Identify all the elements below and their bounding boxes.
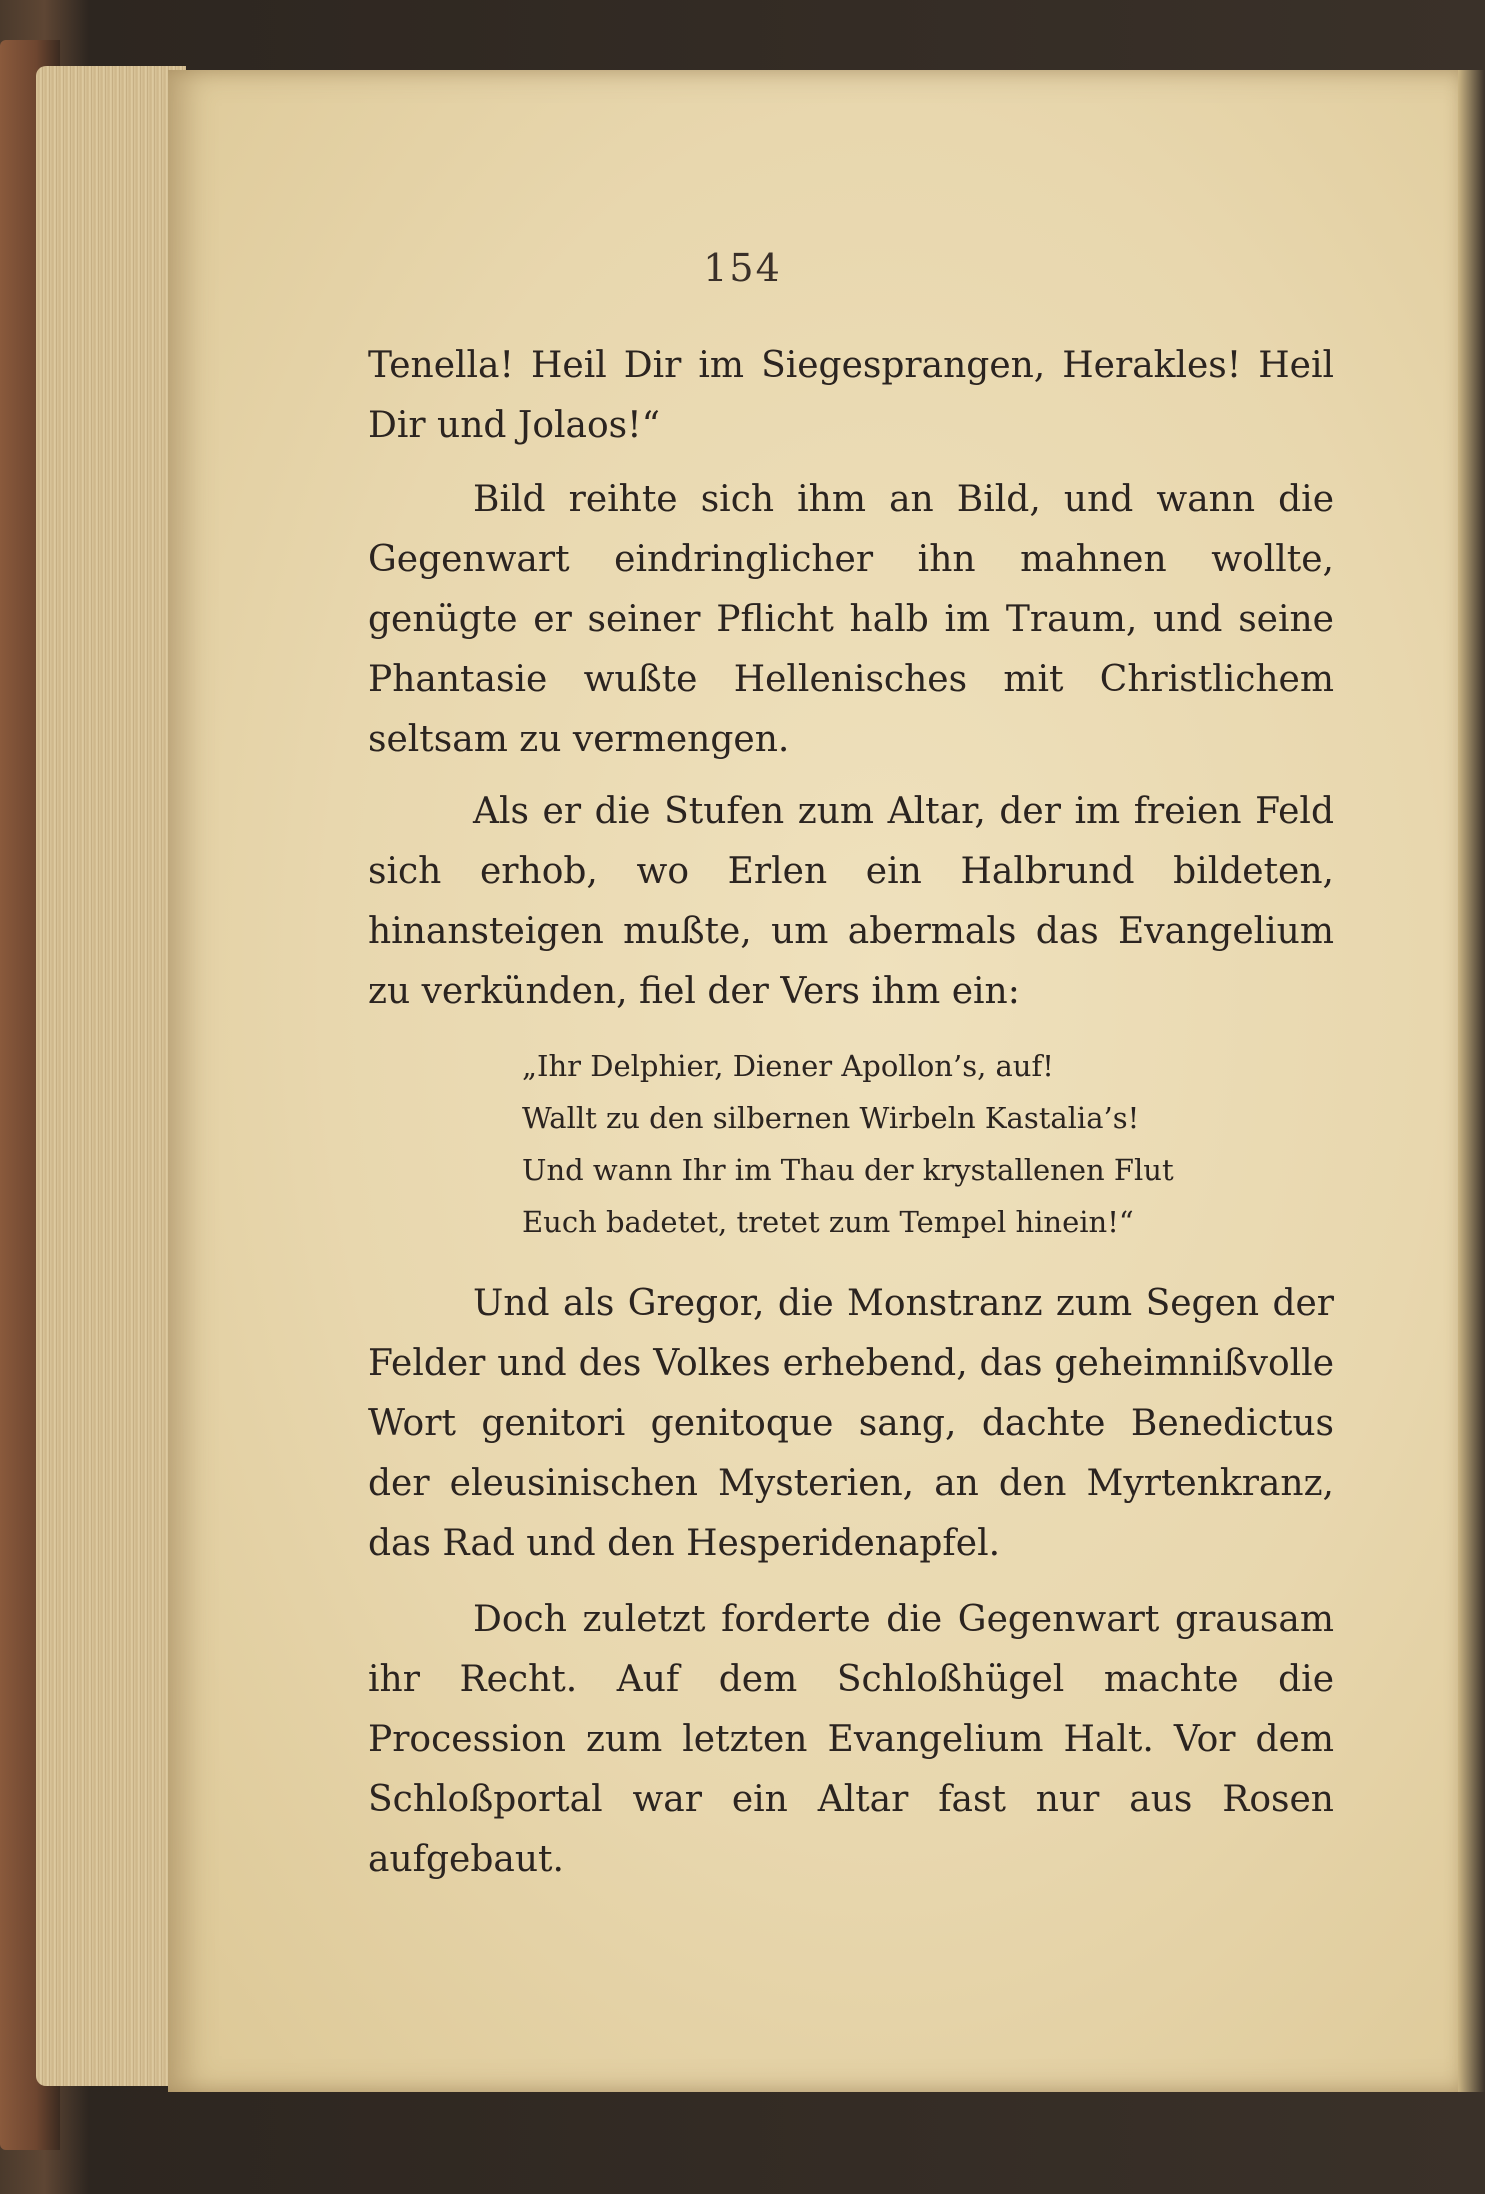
verse-line: Und wann Ihr im Thau der krystallenen Flut <box>522 1153 1174 1187</box>
paragraph-2: Bild reihte sich ihm an Bild, und wann die Gegenwart eindringlicher ihn mahnen wollte, genügte er seiner Pflicht halb im Traum, und seine Phantasie wußte Hellenisches mit Christlichem seltsam zu vermengen. <box>368 479 1334 760</box>
paragraph-5: Doch zuletzt forderte die Gegenwart grausam ihr Recht. Auf dem Schloßhügel machte die Procession zum letzten Evangelium Halt. Vor dem Schloßportal war ein Altar fast nur aus Rosen aufgebaut. <box>368 1599 1334 1880</box>
paragraph-3: Als er die Stufen zum Altar, der im freien Feld sich erhob, wo Erlen ein Halbrund bildeten, hinansteigen mußte, um abermals das Evangelium zu verkünden, fiel der Vers ihm ein: <box>368 791 1334 1012</box>
verse-line: Euch badetet, tretet zum Tempel hinein!“ <box>522 1205 1134 1239</box>
paragraph-4: Und als Gregor, die Monstranz zum Segen der Felder und des Volkes erhebend, das geheimnißvolle Wort genitori genitoque sang, dachte Benedictus der eleusinischen Mysterien, an den Myrtenkranz, das Rad und den Hesperidenapfel. <box>368 1283 1334 1564</box>
page-number: 154 <box>703 246 782 290</box>
verse-block <box>522 1040 1302 1248</box>
verse-line: Wallt zu den silbernen Wirbeln Kastalia’s! <box>522 1101 1140 1135</box>
page-stack-edges <box>36 66 186 2086</box>
verse-line: „Ihr Delphier, Diener Apollon’s, auf! <box>522 1049 1054 1083</box>
paragraph-1: Tenella! Heil Dir im Siegesprangen, Herakles! Heil Dir und Jolaos!“ <box>368 345 1334 446</box>
page-right-edge <box>1458 70 1485 2092</box>
